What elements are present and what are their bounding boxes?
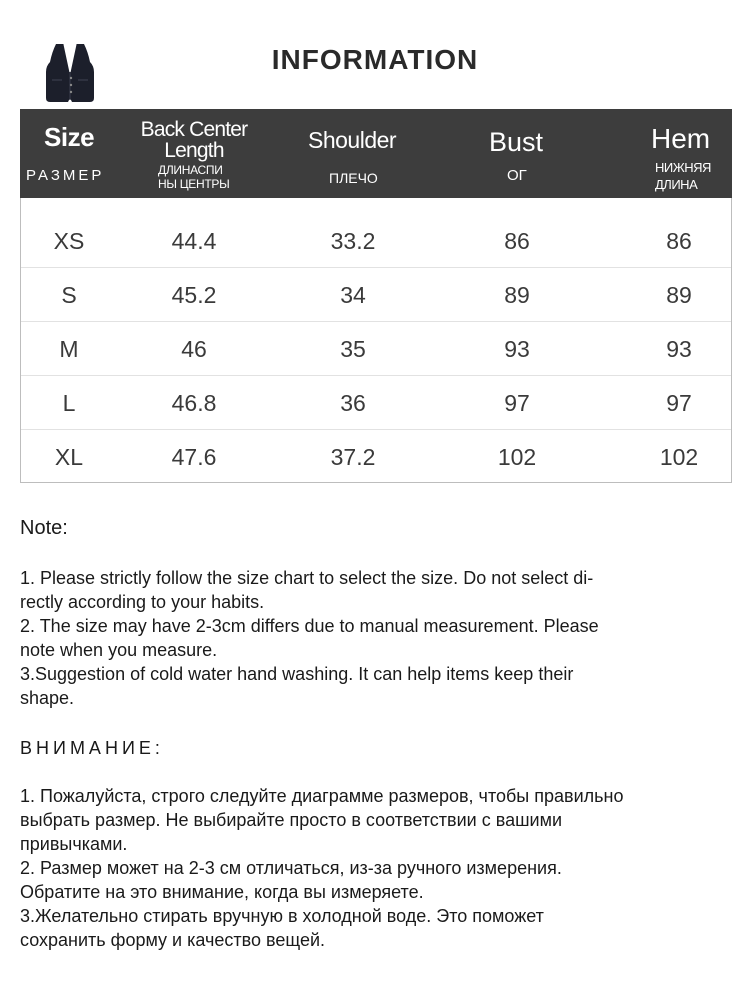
header-shoulder: Shoulder — [308, 127, 397, 153]
note-line: shape. — [20, 688, 75, 708]
note-title: Note: — [20, 517, 68, 539]
note-line: rectly according to your habits. — [20, 592, 265, 612]
header-size: Size — [44, 122, 95, 152]
table-row — [21, 268, 731, 322]
note-ru-line: выбрать размер. Не выбирайте просто в соответствии с вашими — [20, 810, 563, 830]
cell-size: L — [62, 390, 76, 416]
cell-back-length: 46.8 — [171, 390, 217, 416]
cell-hem: 89 — [666, 282, 692, 308]
cell-back-length: 45.2 — [171, 282, 217, 308]
cell-shoulder: 35 — [340, 336, 366, 362]
header-bust-ru: ОГ — [507, 167, 527, 184]
cell-hem: 102 — [659, 444, 699, 470]
table-header — [20, 109, 732, 198]
cell-bust: 97 — [504, 390, 530, 416]
cell-shoulder: 33.2 — [330, 228, 376, 254]
note-line: 1. Please strictly follow the size chart to select the size. Do not select di- — [20, 568, 594, 588]
table-row — [21, 322, 731, 376]
cell-hem: 97 — [666, 390, 692, 416]
cell-shoulder: 36 — [340, 390, 366, 416]
header-bust: Bust — [489, 127, 544, 157]
size-table — [20, 109, 732, 483]
cell-bust: 89 — [504, 282, 530, 308]
cell-back-length: 44.4 — [171, 228, 217, 254]
table-row — [21, 430, 731, 484]
cell-size: M — [59, 336, 79, 362]
header-hem-ru: НИЖНЯЯ ДЛИНА — [655, 160, 711, 192]
note-ru-line: Обратите на это внимание, когда вы измеряете. — [20, 882, 424, 902]
note-line: 3.Suggestion of cold water hand washing. It can help items keep their — [20, 664, 574, 684]
cell-hem: 86 — [666, 228, 692, 254]
cell-hem: 93 — [666, 336, 692, 362]
note-ru-body — [20, 784, 730, 952]
note-ru-line: привычками. — [20, 834, 128, 854]
header-shoulder-ru: ПЛЕЧО — [329, 170, 378, 186]
cell-bust: 93 — [504, 336, 530, 362]
cell-size: S — [61, 282, 77, 308]
table-row — [21, 376, 731, 430]
cell-back-length: 47.6 — [171, 444, 217, 470]
page-title: INFORMATION — [271, 44, 479, 75]
cell-bust: 86 — [504, 228, 530, 254]
cell-back-length: 46 — [181, 336, 207, 362]
header-hem: Hem — [651, 123, 711, 154]
note-line: note when you measure. — [20, 640, 218, 660]
cell-bust: 102 — [497, 444, 537, 470]
header-back-center-length-ru: ДЛИНАСПИ НЫ ЦЕНТРЫ — [158, 163, 230, 191]
note-body — [20, 566, 720, 710]
header-size-ru: РАЗМЕР — [26, 167, 105, 184]
note-ru-line: 2. Размер может на 2-3 см отличаться, из-за ручного измерения. — [20, 858, 562, 878]
note-ru-line: 3.Желательно стирать вручную в холодной воде. Это поможет — [20, 906, 544, 926]
note-line: 2. The size may have 2-3cm differs due to manual measurement. Please — [20, 616, 599, 636]
note-ru-line: 1. Пожалуйста, строго следуйте диаграмме размеров, чтобы правильно — [20, 786, 624, 806]
cell-shoulder: 37.2 — [330, 444, 376, 470]
cell-shoulder: 34 — [340, 282, 366, 308]
note-ru-title: ВНИМАНИЕ: — [20, 738, 164, 758]
cell-size: XL — [54, 444, 84, 470]
header-back-center-length: Back Center Length — [140, 118, 248, 162]
note-ru-line: сохранить форму и качество вещей. — [20, 930, 326, 950]
cell-size: XS — [53, 228, 85, 254]
table-row — [21, 214, 731, 268]
